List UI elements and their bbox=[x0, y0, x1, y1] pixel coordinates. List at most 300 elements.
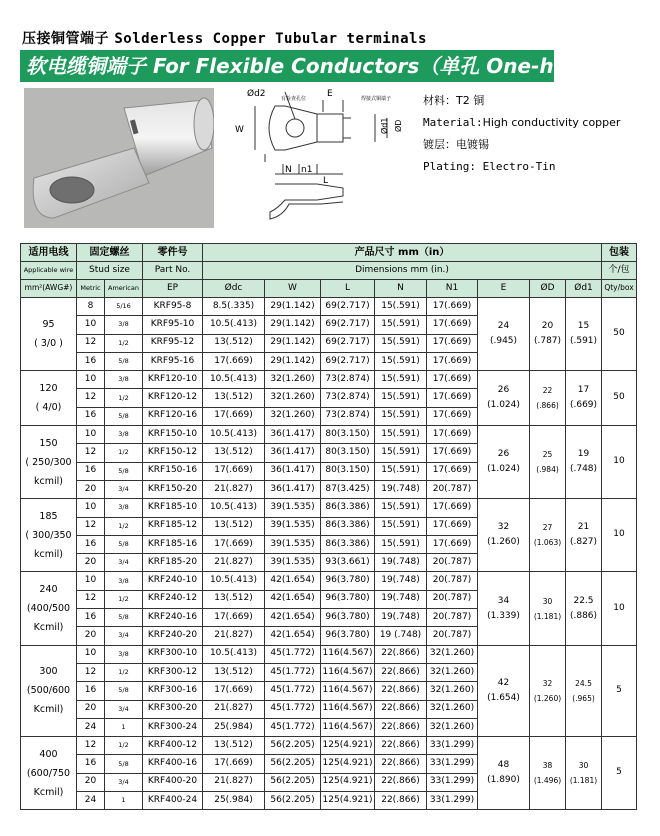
w: 36(1.417) bbox=[265, 480, 321, 498]
l: 86(3.386) bbox=[321, 499, 375, 517]
hdr-wire: 适用电线 bbox=[21, 244, 77, 262]
n1: 32(1.260) bbox=[427, 700, 478, 718]
cell-line: (1.260) bbox=[487, 537, 520, 548]
metric: 10 bbox=[77, 426, 105, 444]
l: 80(3.150) bbox=[321, 462, 375, 480]
american: 5/8 bbox=[105, 535, 143, 553]
cell-line: 24.5 bbox=[575, 678, 592, 688]
cell-line: 27 bbox=[542, 523, 553, 533]
w: 45(1.772) bbox=[265, 645, 321, 663]
part-number: KRF400-24 bbox=[143, 792, 203, 810]
hdr-pack-en: 个/包 bbox=[602, 262, 637, 280]
l: 73(2.874) bbox=[321, 407, 375, 425]
cell-line: (400/500 bbox=[26, 603, 71, 615]
part-number: KRF300-24 bbox=[143, 718, 203, 736]
dim-d bbox=[530, 426, 566, 499]
american: 3/8 bbox=[105, 316, 143, 334]
qty-box: 10 bbox=[602, 426, 637, 499]
n: 22(.866) bbox=[375, 755, 427, 773]
w: 32(1.260) bbox=[265, 407, 321, 425]
l: 69(2.717) bbox=[321, 316, 375, 334]
cell-line: 17 bbox=[577, 385, 590, 396]
label-w: W bbox=[235, 125, 244, 135]
l: 69(2.717) bbox=[321, 352, 375, 370]
dc: 13(.512) bbox=[203, 517, 265, 535]
dc: 17(.669) bbox=[203, 755, 265, 773]
american: 3/8 bbox=[105, 499, 143, 517]
dc: 21(.827) bbox=[203, 773, 265, 791]
w: 56(2.205) bbox=[265, 737, 321, 755]
plating-en: Plating: Electro-Tin bbox=[423, 160, 556, 173]
n: 22(.866) bbox=[375, 792, 427, 810]
cell-line: Kcmil) bbox=[33, 622, 64, 634]
w: 42(1.654) bbox=[265, 590, 321, 608]
part-number: KRF120-10 bbox=[143, 371, 203, 389]
cell-line: 30 bbox=[542, 596, 553, 606]
l: 80(3.150) bbox=[321, 426, 375, 444]
dim-e bbox=[478, 499, 530, 572]
l: 73(2.874) bbox=[321, 371, 375, 389]
part-number: KRF120-16 bbox=[143, 407, 203, 425]
label-n: N bbox=[285, 165, 292, 175]
part-number: KRF240-16 bbox=[143, 609, 203, 627]
hdr-pack: 包装 bbox=[602, 244, 637, 262]
cell-line: 185 bbox=[39, 510, 58, 522]
terminal-photo bbox=[24, 88, 214, 228]
n1: 20(.787) bbox=[427, 627, 478, 645]
n: 15(.591) bbox=[375, 389, 427, 407]
w: 29(1.142) bbox=[265, 334, 321, 352]
dc: 10.5(.413) bbox=[203, 499, 265, 517]
metric: 12 bbox=[77, 737, 105, 755]
n: 15(.591) bbox=[375, 352, 427, 370]
cell-line: ( 4/0) bbox=[35, 402, 62, 414]
n1: 17(.669) bbox=[427, 444, 478, 462]
n1: 33(1.299) bbox=[427, 792, 478, 810]
dc: 13(.512) bbox=[203, 334, 265, 352]
n1: 20(.787) bbox=[427, 590, 478, 608]
label-e: E bbox=[327, 89, 333, 99]
n: 19(.748) bbox=[375, 609, 427, 627]
n1: 33(1.299) bbox=[427, 755, 478, 773]
metric: 24 bbox=[77, 792, 105, 810]
cell-line: kcmil) bbox=[34, 475, 63, 487]
american: 1/2 bbox=[105, 389, 143, 407]
cell-line: 20 bbox=[541, 321, 554, 332]
hdr-stud: 固定螺丝 bbox=[77, 244, 143, 262]
l: 86(3.386) bbox=[321, 517, 375, 535]
american: 3/8 bbox=[105, 426, 143, 444]
n: 15(.591) bbox=[375, 426, 427, 444]
n: 22(.866) bbox=[375, 663, 427, 681]
n1: 33(1.299) bbox=[427, 737, 478, 755]
label-d: ØD bbox=[394, 119, 403, 132]
wire-size bbox=[21, 298, 77, 371]
metric: 24 bbox=[77, 718, 105, 736]
metric: 8 bbox=[77, 298, 105, 316]
n: 15(.591) bbox=[375, 535, 427, 553]
n1: 32(1.260) bbox=[427, 682, 478, 700]
n1: 17(.669) bbox=[427, 389, 478, 407]
dc: 13(.512) bbox=[203, 590, 265, 608]
cell-line: 25 bbox=[542, 450, 553, 460]
american: 3/8 bbox=[105, 645, 143, 663]
wire-size bbox=[21, 371, 77, 426]
cell-line: (1.654) bbox=[487, 692, 520, 703]
american: 3/4 bbox=[105, 554, 143, 572]
header-row-cols bbox=[21, 280, 637, 298]
metric: 20 bbox=[77, 773, 105, 791]
american: 3/4 bbox=[105, 627, 143, 645]
metric: 16 bbox=[77, 462, 105, 480]
dc: 10.5(.413) bbox=[203, 645, 265, 663]
hdr-n: N bbox=[375, 280, 427, 298]
american: 5/8 bbox=[105, 407, 143, 425]
cell-line: ( 300/350 bbox=[25, 529, 72, 541]
american: 3/4 bbox=[105, 773, 143, 791]
hdr-dims: 产品尺寸 mm（in） bbox=[203, 244, 602, 262]
dc: 25(.984) bbox=[203, 718, 265, 736]
metric: 10 bbox=[77, 499, 105, 517]
cell-line: (.984) bbox=[536, 465, 559, 475]
specs-block bbox=[423, 90, 620, 178]
n: 15(.591) bbox=[375, 499, 427, 517]
cell-line: 38 bbox=[542, 761, 553, 771]
dim-d1 bbox=[566, 298, 602, 371]
dc: 10.5(.413) bbox=[203, 371, 265, 389]
part-number: KRF185-16 bbox=[143, 535, 203, 553]
w: 45(1.772) bbox=[265, 718, 321, 736]
metric: 16 bbox=[77, 682, 105, 700]
american: 5/16 bbox=[105, 298, 143, 316]
cell-line: (.748) bbox=[569, 464, 598, 475]
american: 5/8 bbox=[105, 352, 143, 370]
l: 116(4.567) bbox=[321, 718, 375, 736]
dc: 17(.669) bbox=[203, 462, 265, 480]
hdr-metric: Metric bbox=[77, 280, 105, 298]
dc: 17(.669) bbox=[203, 352, 265, 370]
american: 5/8 bbox=[105, 682, 143, 700]
l: 93(3.661) bbox=[321, 554, 375, 572]
part-number: KRF300-16 bbox=[143, 682, 203, 700]
cell-line: 26 bbox=[497, 385, 510, 396]
american: 1/2 bbox=[105, 737, 143, 755]
dim-e bbox=[478, 737, 530, 810]
cell-line: 42 bbox=[497, 677, 510, 688]
part-number: KRF185-20 bbox=[143, 554, 203, 572]
dc: 13(.512) bbox=[203, 444, 265, 462]
part-number: KRF150-10 bbox=[143, 426, 203, 444]
cell-line: 240 bbox=[39, 584, 58, 596]
cell-line: 30 bbox=[578, 761, 589, 771]
dc: 17(.669) bbox=[203, 682, 265, 700]
cell-line: 400 bbox=[39, 748, 58, 760]
part-number: KRF95-8 bbox=[143, 298, 203, 316]
l: 116(4.567) bbox=[321, 682, 375, 700]
n1: 17(.669) bbox=[427, 371, 478, 389]
l: 73(2.874) bbox=[321, 389, 375, 407]
dim-d bbox=[530, 737, 566, 810]
part-number: KRF400-20 bbox=[143, 773, 203, 791]
dim-d bbox=[530, 298, 566, 371]
cell-line: 21 bbox=[577, 522, 590, 533]
l: 96(3.780) bbox=[321, 590, 375, 608]
n1: 20(.787) bbox=[427, 554, 478, 572]
n1: 17(.669) bbox=[427, 426, 478, 444]
l: 125(4.921) bbox=[321, 792, 375, 810]
w: 32(1.260) bbox=[265, 389, 321, 407]
cell-line: kcmil) bbox=[34, 548, 63, 560]
american: 1 bbox=[105, 792, 143, 810]
label-d1: Ød1 bbox=[380, 117, 389, 134]
n: 22(.866) bbox=[375, 718, 427, 736]
dc: 21(.827) bbox=[203, 700, 265, 718]
table-row bbox=[21, 298, 637, 316]
l: 87(3.425) bbox=[321, 480, 375, 498]
metric: 12 bbox=[77, 663, 105, 681]
dc: 17(.669) bbox=[203, 609, 265, 627]
part-number: KRF400-16 bbox=[143, 755, 203, 773]
cell-line: (500/600 bbox=[26, 685, 71, 697]
dc: 13(.512) bbox=[203, 663, 265, 681]
american: 1 bbox=[105, 718, 143, 736]
dim-d1 bbox=[566, 371, 602, 426]
n: 15(.591) bbox=[375, 334, 427, 352]
metric: 20 bbox=[77, 480, 105, 498]
n1: 33(1.299) bbox=[427, 773, 478, 791]
cell-line: 24 bbox=[497, 321, 510, 332]
l: 116(4.567) bbox=[321, 645, 375, 663]
n: 15(.591) bbox=[375, 316, 427, 334]
dc: 8.5(.335) bbox=[203, 298, 265, 316]
hdr-part: 零件号 bbox=[143, 244, 203, 262]
dc: 10.5(.413) bbox=[203, 316, 265, 334]
dimensions-table bbox=[20, 243, 637, 810]
n: 22(.866) bbox=[375, 773, 427, 791]
cell-line: 32 bbox=[497, 522, 510, 533]
metric: 20 bbox=[77, 627, 105, 645]
n: 22(.866) bbox=[375, 682, 427, 700]
cell-line: (.827) bbox=[569, 537, 598, 548]
qty-box: 5 bbox=[602, 645, 637, 736]
w: 56(2.205) bbox=[265, 755, 321, 773]
metric: 12 bbox=[77, 444, 105, 462]
page-title bbox=[22, 28, 427, 48]
n1: 17(.669) bbox=[427, 462, 478, 480]
wire-size bbox=[21, 499, 77, 572]
dc: 17(.669) bbox=[203, 535, 265, 553]
cell-line: 48 bbox=[497, 760, 510, 771]
american: 1/2 bbox=[105, 590, 143, 608]
w: 56(2.205) bbox=[265, 773, 321, 791]
w: 39(1.535) bbox=[265, 517, 321, 535]
cell-line: 150 bbox=[39, 437, 58, 449]
note-solder: 焊接式铜端子 bbox=[361, 96, 392, 102]
n1: 32(1.260) bbox=[427, 645, 478, 663]
dc: 25(.984) bbox=[203, 792, 265, 810]
metric: 20 bbox=[77, 700, 105, 718]
hdr-n1: N1 bbox=[427, 280, 478, 298]
n: 15(.591) bbox=[375, 517, 427, 535]
cell-line: (.886) bbox=[569, 610, 598, 621]
part-number: KRF120-12 bbox=[143, 389, 203, 407]
w: 29(1.142) bbox=[265, 316, 321, 334]
metric: 16 bbox=[77, 535, 105, 553]
w: 45(1.772) bbox=[265, 663, 321, 681]
cell-line: (1.024) bbox=[487, 400, 520, 411]
w: 42(1.654) bbox=[265, 609, 321, 627]
dim-d bbox=[530, 499, 566, 572]
dim-e bbox=[478, 572, 530, 645]
cell-line: (.945) bbox=[489, 336, 518, 347]
hdr-w: W bbox=[265, 280, 321, 298]
part-number: KRF300-12 bbox=[143, 663, 203, 681]
n1: 32(1.260) bbox=[427, 663, 478, 681]
hdr-e: E bbox=[478, 280, 530, 298]
cell-line: (600/750 bbox=[26, 767, 71, 779]
american: 3/8 bbox=[105, 572, 143, 590]
table-row bbox=[21, 645, 637, 663]
metric: 16 bbox=[77, 407, 105, 425]
dc: 21(.827) bbox=[203, 480, 265, 498]
hdr-ep: EP bbox=[143, 280, 203, 298]
cell-line: (1.496) bbox=[533, 776, 562, 786]
american: 3/4 bbox=[105, 700, 143, 718]
cell-line: (1.181) bbox=[533, 611, 562, 621]
part-number: KRF185-12 bbox=[143, 517, 203, 535]
wire-size bbox=[21, 645, 77, 736]
part-number: KRF95-10 bbox=[143, 316, 203, 334]
qty-box: 5 bbox=[602, 737, 637, 810]
metric: 16 bbox=[77, 755, 105, 773]
cell-line: (1.890) bbox=[487, 775, 520, 786]
l: 96(3.780) bbox=[321, 609, 375, 627]
w: 42(1.654) bbox=[265, 627, 321, 645]
cell-line: 34 bbox=[497, 595, 510, 606]
n: 15(.591) bbox=[375, 444, 427, 462]
n1: 17(.669) bbox=[427, 517, 478, 535]
n: 19 (.748) bbox=[375, 627, 427, 645]
n: 15(.591) bbox=[375, 407, 427, 425]
dc: 21(.827) bbox=[203, 554, 265, 572]
hdr-dc: Ødc bbox=[203, 280, 265, 298]
qty-box: 10 bbox=[602, 572, 637, 645]
dc: 10.5(.413) bbox=[203, 426, 265, 444]
n1: 17(.669) bbox=[427, 499, 478, 517]
header-row-cn bbox=[21, 244, 637, 262]
metric: 10 bbox=[77, 645, 105, 663]
metric: 10 bbox=[77, 572, 105, 590]
dim-e bbox=[478, 298, 530, 371]
w: 39(1.535) bbox=[265, 499, 321, 517]
l: 125(4.921) bbox=[321, 773, 375, 791]
material-cn: 材料：T2 铜 bbox=[423, 94, 485, 107]
cell-line: 26 bbox=[497, 449, 510, 460]
w: 45(1.772) bbox=[265, 682, 321, 700]
l: 69(2.717) bbox=[321, 298, 375, 316]
american: 5/8 bbox=[105, 755, 143, 773]
dim-d1 bbox=[566, 426, 602, 499]
dc: 17(.669) bbox=[203, 407, 265, 425]
metric: 16 bbox=[77, 609, 105, 627]
cell-line: (.965) bbox=[572, 693, 595, 703]
hdr-dims-en: Dimensions mm (in.) bbox=[203, 262, 602, 280]
cell-line: (.866) bbox=[536, 401, 559, 411]
title-en: Solderless Copper Tubular terminals bbox=[114, 31, 427, 47]
hdr-stud-en: Stud size bbox=[77, 262, 143, 280]
table-row bbox=[21, 499, 637, 517]
w: 45(1.772) bbox=[265, 700, 321, 718]
wire-size bbox=[21, 426, 77, 499]
metric: 20 bbox=[77, 554, 105, 572]
n: 15(.591) bbox=[375, 371, 427, 389]
part-number: KRF150-20 bbox=[143, 480, 203, 498]
qty-box: 10 bbox=[602, 499, 637, 572]
hdr-d1: Ød1 bbox=[566, 280, 602, 298]
n: 22(.866) bbox=[375, 700, 427, 718]
part-number: KRF95-12 bbox=[143, 334, 203, 352]
n1: 20(.787) bbox=[427, 480, 478, 498]
american: 3/4 bbox=[105, 480, 143, 498]
cell-line: (.787) bbox=[533, 336, 562, 347]
table-row bbox=[21, 426, 637, 444]
cell-line: (1.260) bbox=[533, 693, 562, 703]
american: 1/2 bbox=[105, 517, 143, 535]
dim-d bbox=[530, 572, 566, 645]
n: 19(.748) bbox=[375, 572, 427, 590]
metric: 12 bbox=[77, 517, 105, 535]
metric: 12 bbox=[77, 389, 105, 407]
cell-line: 32 bbox=[542, 678, 553, 688]
cell-line: 22.5 bbox=[573, 595, 594, 606]
label-l: L bbox=[323, 176, 329, 186]
n1: 17(.669) bbox=[427, 535, 478, 553]
cell-line: 22 bbox=[542, 386, 553, 396]
cell-line: 15 bbox=[577, 321, 590, 332]
part-number: KRF300-20 bbox=[143, 700, 203, 718]
w: 42(1.654) bbox=[265, 572, 321, 590]
l: 116(4.567) bbox=[321, 663, 375, 681]
dim-e bbox=[478, 371, 530, 426]
l: 125(4.921) bbox=[321, 737, 375, 755]
n: 15(.591) bbox=[375, 298, 427, 316]
table-row bbox=[21, 572, 637, 590]
title-cn: 压接铜管端子 bbox=[22, 31, 109, 47]
plating-cn: 镀层：电镀锡 bbox=[423, 138, 489, 151]
cell-line: (1.181) bbox=[569, 776, 598, 786]
n1: 17(.669) bbox=[427, 316, 478, 334]
part-number: KRF400-12 bbox=[143, 737, 203, 755]
header-row-en bbox=[21, 262, 637, 280]
l: 86(3.386) bbox=[321, 535, 375, 553]
cell-line: (.591) bbox=[569, 336, 598, 347]
metric: 16 bbox=[77, 352, 105, 370]
w: 39(1.535) bbox=[265, 535, 321, 553]
dim-d bbox=[530, 371, 566, 426]
hdr-d: ØD bbox=[530, 280, 566, 298]
wire-size bbox=[21, 572, 77, 645]
american: 3/8 bbox=[105, 371, 143, 389]
dim-e bbox=[478, 426, 530, 499]
metric: 10 bbox=[77, 371, 105, 389]
cell-line: (1.024) bbox=[487, 464, 520, 475]
cell-line: 19 bbox=[577, 449, 590, 460]
hdr-l: L bbox=[321, 280, 375, 298]
l: 96(3.780) bbox=[321, 572, 375, 590]
n1: 32(1.260) bbox=[427, 718, 478, 736]
cell-line: (.669) bbox=[569, 400, 598, 411]
dim-d bbox=[530, 645, 566, 736]
